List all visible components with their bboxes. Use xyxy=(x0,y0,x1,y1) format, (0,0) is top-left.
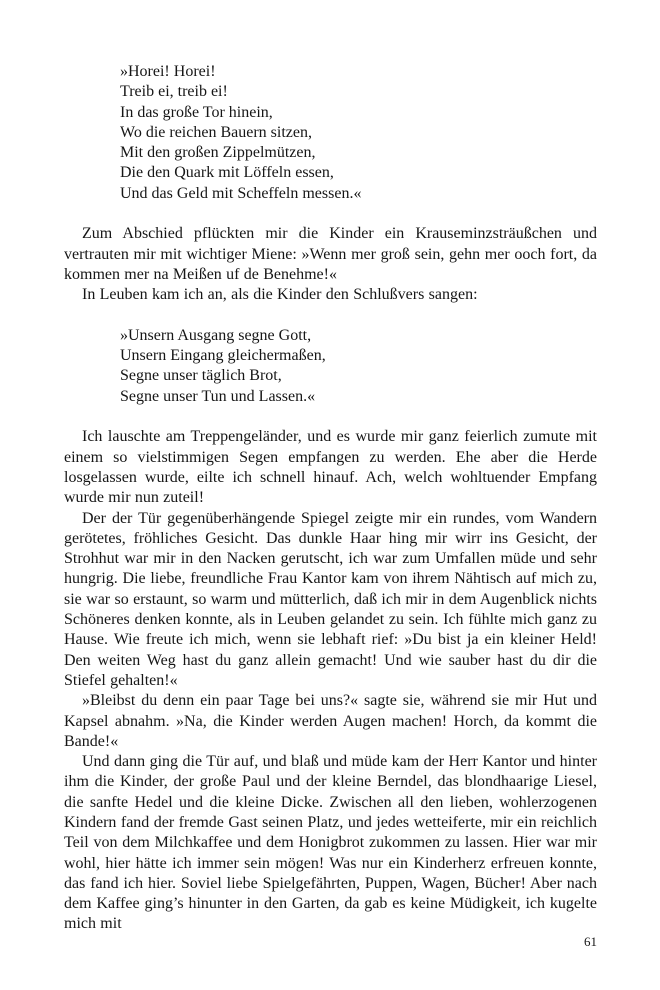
paragraph-staircase: Ich lauschte am Treppengeländer, und es wurde mir ganz feierlich zumute mit einem so vielstimmigen Segen empfangen zu werden. Ehe aber die Herde losgelassen wurde, eilte ich schnell hinauf. Ach, welch wohltuender Empfang wurde mir nun zuteil! xyxy=(64,428,597,507)
verse-line: Die den Quark mit Löffeln essen, xyxy=(120,164,334,182)
verse-line: Unsern Eingang gleichermaßen, xyxy=(120,347,326,365)
paragraph-children: Und dann ging die Tür auf, und blaß und müde kam der Herr Kantor und hinter ihm die Kinder, der große Paul und der kleine Berndel, das blondhaarige Liesel, die sanfte Hedel und die kleine Dicke. Zwischen all den lieben, wohlerzogenen Kindern fand der fremde Gast seinen Platz, und jedes wetteiferte, mir ein reichlich Teil von dem Milchkaffee und dem Honigbrot zukommen zu lassen. Hier war mir wohl, hier hätte ich immer sein mögen! Was nur ein Kinderherz erfreuen konnte, das fand ich hier. Soviel liebe Spielgefährten, Puppen, Wagen, Bücher! Aber nach dem Kaffee ging’s hinunter in den Garten, da gab es keine Müdigkeit, ich kugelte mich mit xyxy=(64,753,597,933)
verse-line: »Unsern Ausgang segne Gott, xyxy=(120,326,312,344)
verse-line: Mit den großen Zippelmützen, xyxy=(120,144,316,162)
verse-line: Segne unser Tun und Lassen.« xyxy=(120,387,316,405)
verse-line: Treib ei, treib ei! xyxy=(120,83,228,101)
paragraph-farewell: Zum Abschied pflückten mir die Kinder ein Krauseminzsträußchen und vertrauten mir mit wichtiger Miene: »Wenn mer groß sein, gehn mer ooch fort, da kommen mer na Meißen uf de Benehme!« xyxy=(64,225,597,283)
blessing-verse xyxy=(120,326,597,407)
page-number: 61 xyxy=(584,934,597,949)
verse-line: Und das Geld mit Scheffeln messen.« xyxy=(120,184,362,202)
paragraph-mirror: Der der Tür gegenüberhängende Spiegel zeigte mir ein rundes, vom Wandern gerötetes, fröhliches Gesicht. Das dunkle Haar hing mir wirr ins Gesicht, der Strohhut war mir in den Nacken gerutscht, ich war zum Umfallen müde und sehr hungrig. Die liebe, freundliche Frau Kantor kam von ihrem Nähtisch auf mich zu, sie war so erstaunt, so warm und mütterlich, daß ich mir in dem Augenblick nichts Schöneres denken konnte, als in Leuben gelandet zu sein. Ich fühlte mich ganz zu Hause. Wie freute ich mich, wenn sie lebhaft rief: »Du bist ja ein kleiner Held! Den weiten Weg hast du ganz allein gemacht! Und wie sauber hast du dir die Stiefel gehalten!« xyxy=(64,509,597,689)
opening-verse xyxy=(120,62,597,204)
verse-line: »Horei! Horei! xyxy=(120,63,216,80)
paragraph-arrival: In Leuben kam ich an, als die Kinder den Schlußvers sangen: xyxy=(82,286,478,304)
verse-line: In das große Tor hinein, xyxy=(120,103,273,121)
paragraph-stay: »Bleibst du denn ein paar Tage bei uns?« sagte sie, während sie mir Hut und Kapsel abnahm. »Na, die Kinder werden Augen machen! Horch, da kommt die Bande!« xyxy=(64,692,597,750)
verse-line: Segne unser täglich Brot, xyxy=(120,367,282,385)
verse-line: Wo die reichen Bauern sitzen, xyxy=(120,123,312,141)
